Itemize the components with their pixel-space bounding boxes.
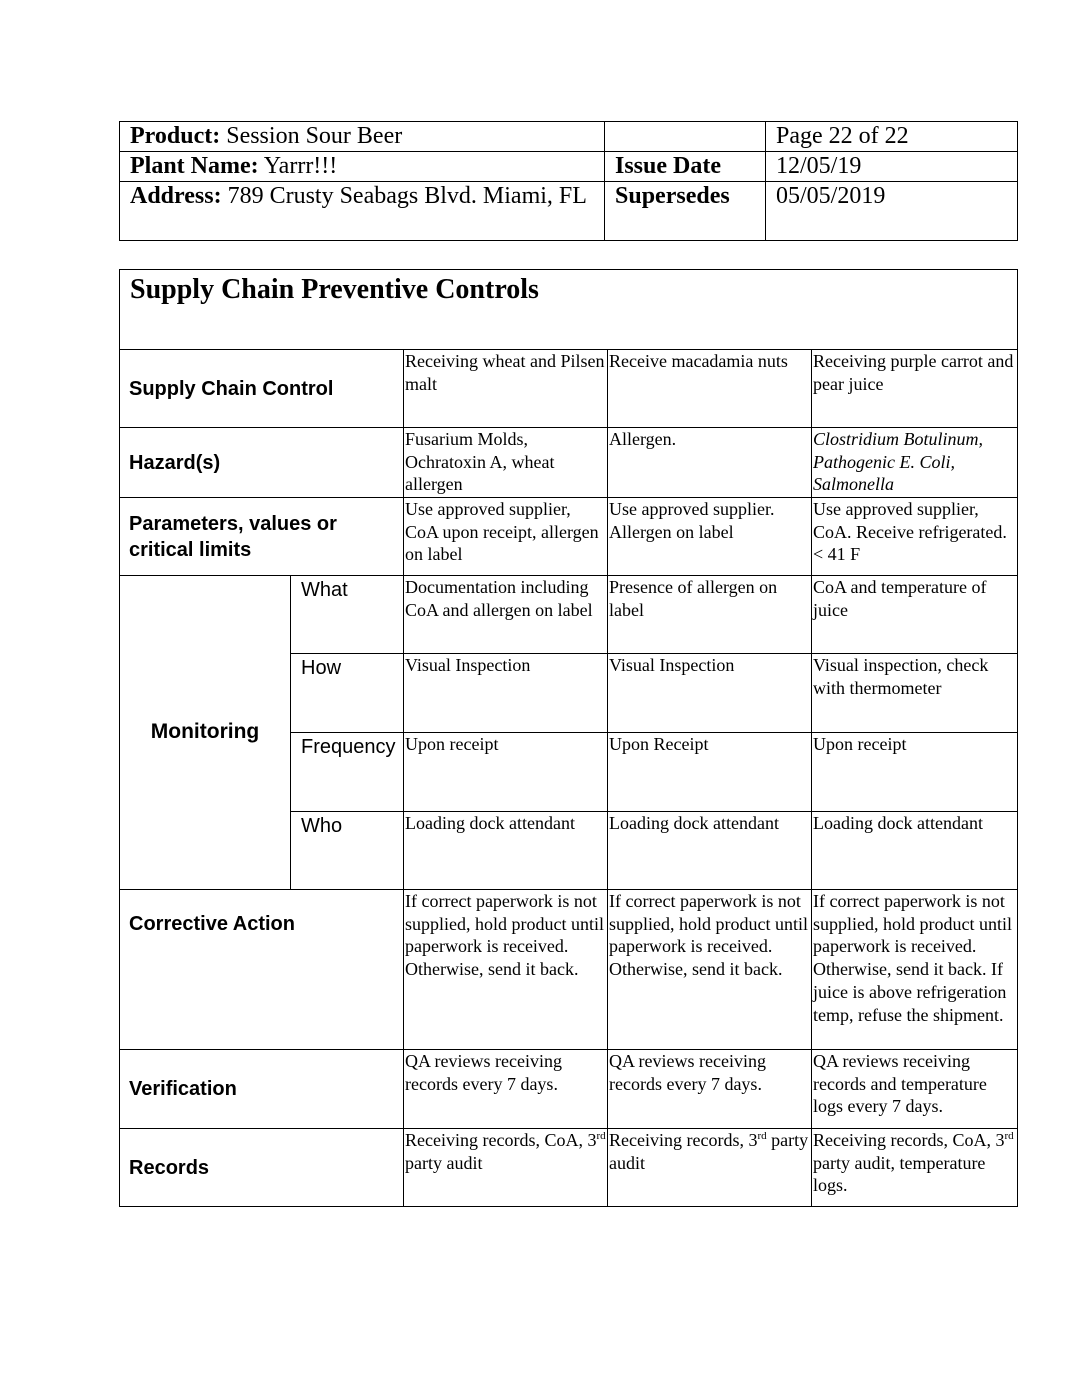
control-label: Supply Chain Control	[120, 350, 404, 428]
frequency-cell: Upon receipt	[404, 733, 608, 812]
plant-value: Yarrr!!!	[258, 153, 338, 179]
table-title: Supply Chain Preventive Controls	[120, 270, 1018, 350]
corrective-cell: If correct paperwork is not supplied, hold product until paperwork is received. Otherwise, send it back. If juice is above refrigeration temp, refuse the shipment.	[812, 890, 1018, 1050]
address-label: Address:	[130, 183, 222, 209]
parameters-cell: Use approved supplier. Allergen on label	[608, 498, 812, 576]
frequency-cell: Upon receipt	[812, 733, 1018, 812]
how-cell: Visual Inspection	[608, 654, 812, 733]
control-cell: Receive macadamia nuts	[608, 350, 812, 428]
issue-date-label: Issue Date	[605, 152, 766, 182]
records-cell: Receiving records, 3rd party audit	[608, 1129, 812, 1207]
plant-label: Plant Name:	[130, 153, 259, 179]
how-label: How	[291, 654, 404, 733]
empty-cell	[605, 122, 766, 152]
corrective-label: Corrective Action	[120, 890, 404, 1050]
who-cell: Loading dock attendant	[608, 812, 812, 890]
verification-cell: QA reviews receiving records every 7 days.	[404, 1050, 608, 1129]
records-cell: Receiving records, CoA, 3rd party audit, temperature logs.	[812, 1129, 1018, 1207]
supply-chain-controls-table	[119, 269, 1018, 1207]
address-value: 789 Crusty Seabags Blvd. Miami, FL	[221, 183, 587, 209]
parameters-cell: Use approved supplier, CoA. Receive refrigerated. < 41 F	[812, 498, 1018, 576]
what-cell: Documentation including CoA and allergen on label	[404, 576, 608, 654]
plant-cell	[120, 152, 605, 182]
verification-cell: QA reviews receiving records every 7 days.	[608, 1050, 812, 1129]
corrective-cell: If correct paperwork is not supplied, hold product until paperwork is received. Otherwise, send it back.	[404, 890, 608, 1050]
issue-date-value: 12/05/19	[766, 152, 1018, 182]
supersedes-label: Supersedes	[605, 182, 766, 241]
address-cell	[120, 182, 605, 241]
verification-label: Verification	[120, 1050, 404, 1129]
control-cell: Receiving wheat and Pilsen malt	[404, 350, 608, 428]
monitoring-label: Monitoring	[120, 576, 291, 890]
what-cell: Presence of allergen on label	[608, 576, 812, 654]
document-header-table	[119, 121, 1018, 241]
control-cell: Receiving purple carrot and pear juice	[812, 350, 1018, 428]
frequency-label: Frequency	[291, 733, 404, 812]
how-cell: Visual inspection, check with thermometer	[812, 654, 1018, 733]
supersedes-value: 05/05/2019	[766, 182, 1018, 241]
page-number: Page 22 of 22	[766, 122, 1018, 152]
verification-cell: QA reviews receiving records and temperature logs every 7 days.	[812, 1050, 1018, 1129]
who-label: Who	[291, 812, 404, 890]
product-value: Session Sour Beer	[220, 123, 403, 149]
what-cell: CoA and temperature of juice	[812, 576, 1018, 654]
what-label: What	[291, 576, 404, 654]
parameters-cell: Use approved supplier, CoA upon receipt, allergen on label	[404, 498, 608, 576]
records-label: Records	[120, 1129, 404, 1207]
records-cell: Receiving records, CoA, 3rd party audit	[404, 1129, 608, 1207]
hazard-cell: Clostridium Botulinum, Pathogenic E. Coli, Salmonella	[812, 428, 1018, 498]
how-cell: Visual Inspection	[404, 654, 608, 733]
hazard-label: Hazard(s)	[120, 428, 404, 498]
parameters-label: Parameters, values or critical limits	[120, 498, 404, 576]
who-cell: Loading dock attendant	[404, 812, 608, 890]
frequency-cell: Upon Receipt	[608, 733, 812, 812]
product-cell	[120, 122, 605, 152]
corrective-cell: If correct paperwork is not supplied, hold product until paperwork is received. Otherwise, send it back.	[608, 890, 812, 1050]
hazard-cell: Fusarium Molds, Ochratoxin A, wheat allergen	[404, 428, 608, 498]
hazard-cell: Allergen.	[608, 428, 812, 498]
who-cell: Loading dock attendant	[812, 812, 1018, 890]
product-label: Product:	[130, 123, 221, 149]
